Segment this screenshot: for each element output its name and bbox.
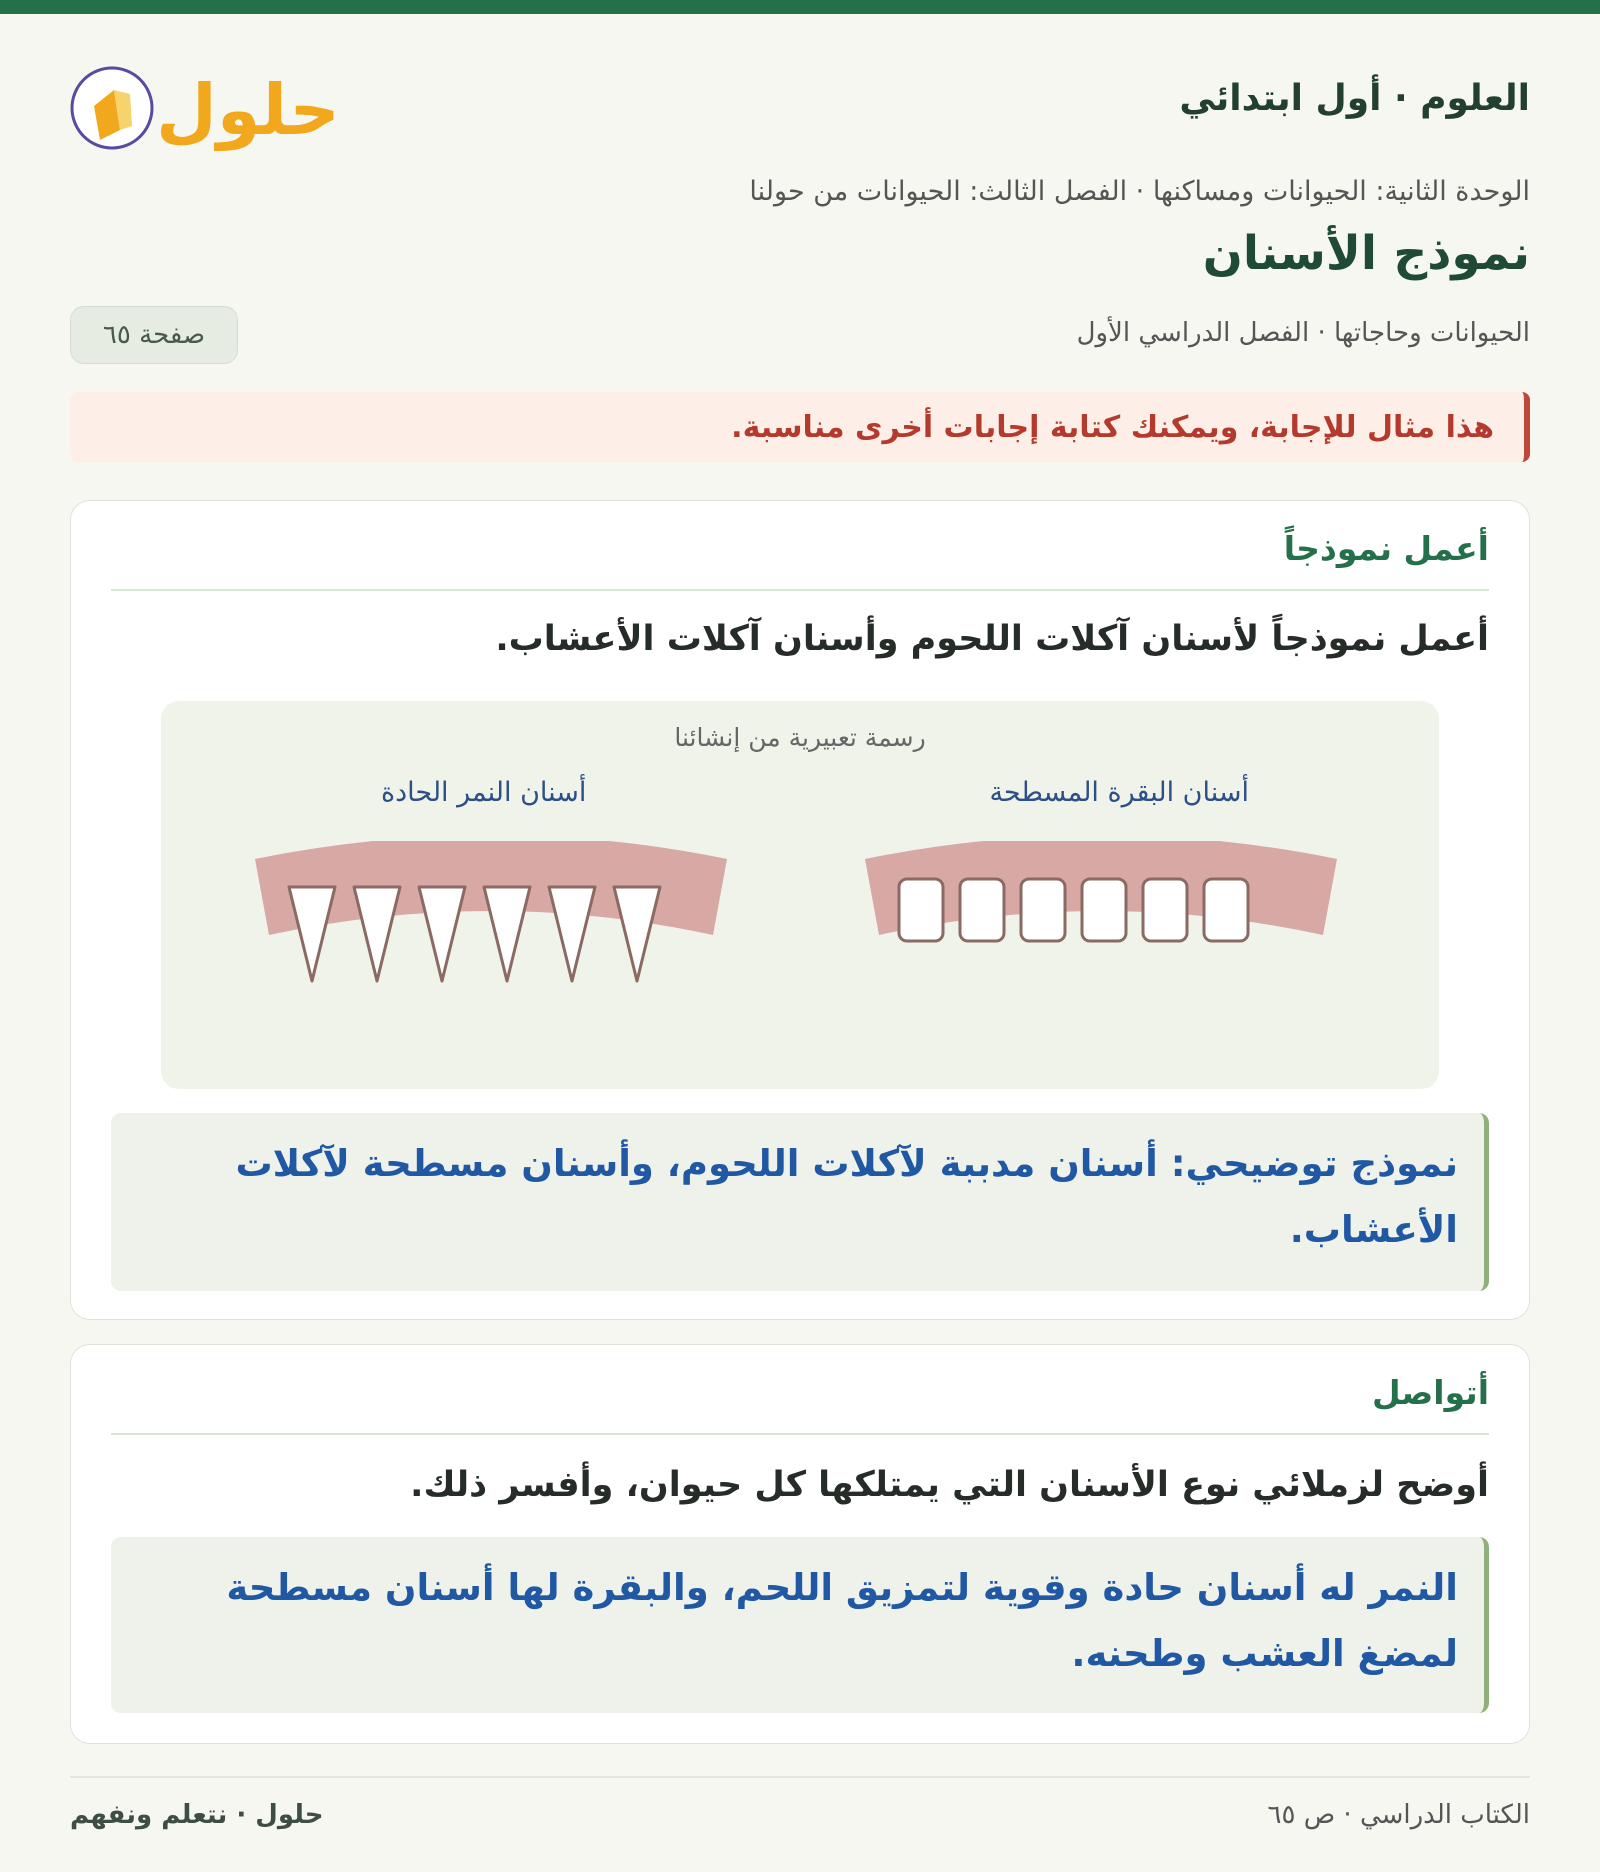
cow-teeth-drawing (861, 841, 1341, 971)
flat-tooth (1204, 879, 1248, 941)
example-answer-notice: هذا مثال للإجابة، ويمكنك كتابة إجابات أخرى مناسبة. (70, 392, 1530, 462)
subject-grade: العلوم · أول ابتدائي (1179, 78, 1530, 119)
question-text: أعمل نموذجاً لأسنان آكلات اللحوم وأسنان آكلات الأعشاب. (495, 619, 1489, 659)
answer-box: نموذج توضيحي: أسنان مدببة لآكلات اللحوم، وأسنان مسطحة لآكلات الأعشاب. (111, 1113, 1489, 1291)
tiger-teeth-label: أسنان النمر الحادة (381, 777, 587, 808)
sharp-tooth (289, 887, 335, 981)
footer-divider (70, 1776, 1530, 1778)
flat-tooth (1082, 879, 1126, 941)
footer-brand[interactable]: حلول · نتعلم ونفهم (70, 1800, 324, 1830)
breadcrumb: الوحدة الثانية: الحيوانات ومساكنها · الفصل الثالث: الحيوانات من حولنا (749, 176, 1530, 207)
sharp-tooth (419, 887, 465, 981)
sharp-tooth (614, 887, 660, 981)
sharp-tooth (354, 887, 400, 981)
section-heading: أتواصل (111, 1373, 1489, 1435)
flat-tooth (960, 879, 1004, 941)
teeth-illustration (161, 701, 1439, 1089)
page-number-badge: صفحة ٦٥ (70, 306, 238, 364)
flat-tooth (1021, 879, 1065, 941)
logo-wordmark: حلول (156, 69, 340, 151)
page-header (70, 0, 1530, 350)
answer-box: النمر له أسنان حادة وقوية لتمزيق اللحم، والبقرة لها أسنان مسطحة لمضغ العشب وطحنه. (111, 1537, 1489, 1713)
make-model-card (70, 500, 1530, 1320)
question-text: أوضح لزملائي نوع الأسنان التي يمتلكها كل حيوان، وأفسر ذلك. (410, 1465, 1489, 1505)
figure-caption: رسمة تعبيرية من إنشائنا (674, 723, 926, 752)
sharp-tooth (549, 887, 595, 981)
communicate-card (70, 1344, 1530, 1744)
tiger-teeth-drawing (251, 841, 731, 1001)
cow-teeth-label: أسنان البقرة المسطحة (989, 777, 1249, 808)
book-semester-line: الحيوانات وحاجاتها · الفصل الدراسي الأول (1076, 318, 1530, 348)
section-heading: أعمل نموذجاً (111, 529, 1489, 591)
page-title: نموذج الأسنان (1202, 226, 1530, 281)
hulul-logo[interactable] (70, 52, 340, 172)
page (70, 0, 1530, 1872)
flat-tooth (1143, 879, 1187, 941)
footer-book-page: الكتاب الدراسي · ص ٦٥ (1267, 1800, 1530, 1830)
flat-tooth (899, 879, 943, 941)
sharp-tooth (484, 887, 530, 981)
